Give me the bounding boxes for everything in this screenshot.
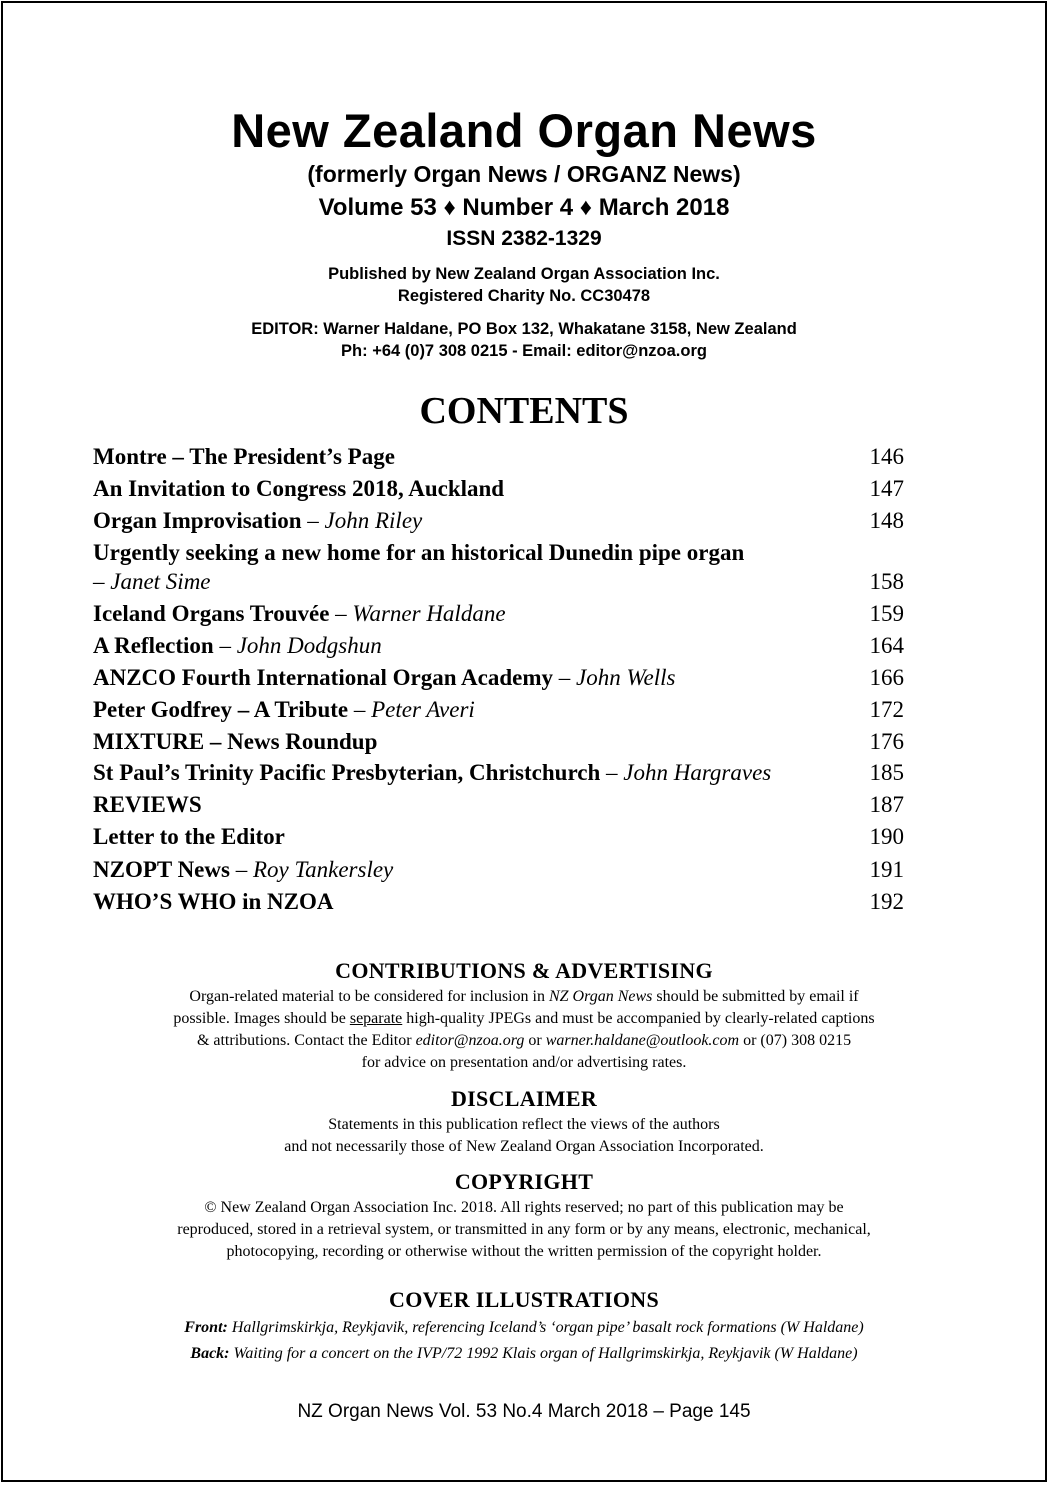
contents-item — [93, 569, 908, 595]
issn: ISSN 2382-1329 — [446, 227, 602, 250]
contents-item-author: – John Riley — [301, 508, 423, 533]
page — [1, 1, 1047, 1482]
contents-item-title: NZOPT News — [93, 857, 230, 882]
page-footer: NZ Organ News Vol. 53 No.4 March 2018 – Page 145 — [297, 1401, 751, 1422]
contributions-text — [3, 986, 1045, 1074]
copyright-line-2: reproduced, stored in a retrieval system, or transmitted in any form or by any means, electronic, mechanical, — [177, 1221, 871, 1238]
contents-item — [93, 824, 908, 850]
contents-item-page: 146 — [869, 444, 904, 469]
disclaimer-line-1: Statements in this publication reflect the views of the authors — [328, 1116, 720, 1133]
contents-item-title: ANZCO Fourth International Organ Academy — [93, 665, 553, 690]
contact-line: Ph: +64 (0)7 308 0215 - Email: editor@nzoa.org — [341, 342, 707, 360]
contents-item-page: 159 — [869, 601, 904, 626]
contents-item-title: St Paul’s Trinity Pacific Presbyterian, Christchurch — [93, 760, 601, 785]
front-label: Front: — [184, 1319, 228, 1336]
back-label: Back: — [190, 1345, 230, 1362]
disclaimer-line-2: and not necessarily those of New Zealand Organ Association Incorporated. — [284, 1138, 764, 1155]
contributions-section — [3, 958, 1045, 1074]
editor-line: EDITOR: Warner Haldane, PO Box 132, Whakatane 3158, New Zealand — [251, 320, 797, 338]
copyright-section — [3, 1169, 1045, 1263]
contents-item-page: 164 — [869, 633, 904, 658]
contents-item — [93, 476, 908, 502]
charity-line: Registered Charity No. CC30478 — [397, 287, 651, 305]
contents-item — [93, 889, 908, 915]
contents-item-author: – Roy Tankersley — [229, 857, 394, 882]
contents-item — [93, 540, 908, 566]
contents-item-title: A Reflection — [93, 633, 214, 658]
contents-item-page: 148 — [869, 508, 904, 533]
contents-item-page: 176 — [869, 729, 904, 754]
contents-item-title: An Invitation to Congress 2018, Auckland — [93, 476, 505, 501]
contents-item-page: 192 — [869, 889, 904, 914]
contents-heading: CONTENTS — [419, 390, 629, 432]
editor-email: editor@nzoa.org — [415, 1032, 525, 1049]
contributions-heading: CONTRIBUTIONS & ADVERTISING — [335, 958, 713, 983]
contents-item — [93, 633, 908, 659]
contributions-line-4: for advice on presentation and/or advertising rates. — [361, 1054, 687, 1071]
contents-item-title: Urgently seeking a new home for an historical Dunedin pipe organ — [93, 540, 745, 565]
contents-item — [93, 444, 908, 470]
contents-item — [93, 601, 908, 627]
publication-subtitle: (formerly Organ News / ORGANZ News) — [307, 161, 741, 187]
contents-item — [93, 729, 908, 755]
contents-item-page: 191 — [869, 857, 904, 882]
contents-item — [93, 665, 908, 691]
contents-item-page: 190 — [869, 824, 904, 849]
contents-item-page: 166 — [869, 665, 904, 690]
cover-section — [3, 1287, 1045, 1365]
contents-item-author: – Peter Averi — [348, 697, 475, 722]
copyright-line-3: photocopying, recording or otherwise without the written permission of the copyright holder. — [226, 1243, 822, 1260]
contents-item-page: 185 — [869, 760, 904, 785]
cover-back: Back: Waiting for a concert on the IVP/72 1992 Klais organ of Hallgrimskirkja, Reykjavik (W Haldane) — [190, 1345, 858, 1362]
publisher-line: Published by New Zealand Organ Association Inc. — [328, 265, 720, 283]
copyright-heading: COPYRIGHT — [454, 1169, 594, 1194]
contents-item-title: Iceland Organs Trouvée — [93, 601, 330, 626]
contents-item-author: – John Hargraves — [600, 760, 772, 785]
contents-item — [93, 857, 908, 883]
contents-item — [93, 760, 908, 786]
contents-item-page: 158 — [869, 569, 904, 594]
disclaimer-heading: DISCLAIMER — [450, 1086, 598, 1111]
contents-item-title: Montre – The President’s Page — [93, 444, 395, 469]
contributions-line-2: possible. Images should be separate high-quality JPEGs and must be accompanied by clearly-related captions — [173, 1010, 875, 1027]
contents-item — [93, 697, 908, 723]
contents-item-title: REVIEWS — [93, 792, 202, 817]
contents-item-title: MIXTURE – News Roundup — [93, 729, 378, 754]
disclaimer-section — [3, 1086, 1045, 1158]
contents-item-author: – John Wells — [553, 665, 676, 690]
contents-item-title: Organ Improvisation — [93, 508, 302, 533]
contents-item-author: – Janet Sime — [93, 569, 211, 594]
contributions-line-1: Organ-related material to be considered for inclusion in NZ Organ News should be submitted by email if — [189, 988, 859, 1005]
contents-item-author: – John Dodgshun — [213, 633, 382, 658]
contents-item — [93, 792, 908, 818]
cover-front: Front: Hallgrimskirkja, Reykjavik, referencing Iceland’s ‘organ pipe’ basalt rock formations (W Haldane) — [184, 1319, 864, 1336]
contents-item-author: – Warner Haldane — [329, 601, 506, 626]
alt-email: warner.haldane@outlook.com — [545, 1032, 740, 1049]
publication-name: NZ Organ News — [548, 988, 653, 1005]
contents-item-page: 147 — [869, 476, 904, 501]
publication-title: New Zealand Organ News — [231, 104, 817, 157]
contents-item-title: WHO’S WHO in NZOA — [93, 889, 334, 914]
contents-item-page: 187 — [869, 792, 904, 817]
copyright-line-1: © New Zealand Organ Association Inc. 2018. All rights reserved; no part of this publication may be — [204, 1199, 844, 1216]
volume-line: Volume 53 ♦ Number 4 ♦ March 2018 — [318, 194, 730, 221]
contents-item-title: Letter to the Editor — [93, 824, 285, 849]
contributions-line-3: & attributions. Contact the Editor editor@nzoa.org or warner.haldane@outlook.com or (07) 308 0215 — [196, 1032, 852, 1049]
contents-item-title: Peter Godfrey – A Tribute — [93, 697, 349, 722]
contents-item — [93, 508, 908, 534]
contents-item-page: 172 — [869, 697, 904, 722]
cover-heading: COVER ILLUSTRATIONS — [389, 1287, 659, 1312]
